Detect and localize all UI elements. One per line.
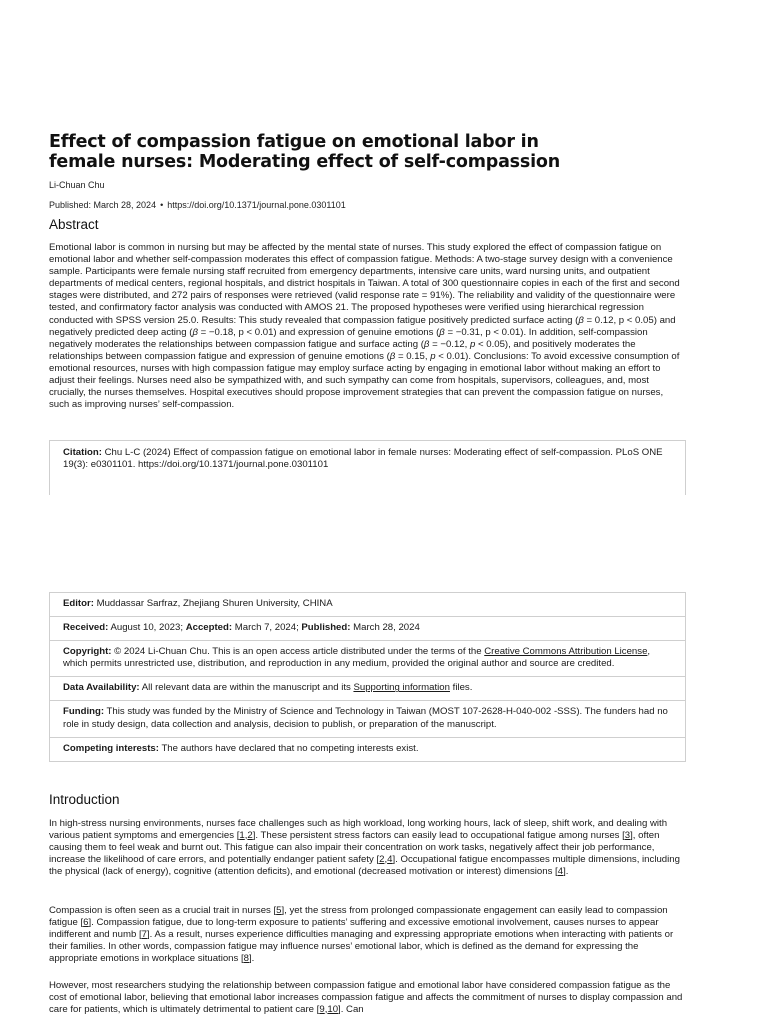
creative-commons-link[interactable]: Creative Commons Attribution License: [484, 646, 648, 658]
citation-label: Citation:: [63, 447, 102, 458]
reference-link[interactable]: 10: [327, 1004, 339, 1016]
citation-box: [49, 440, 686, 495]
article-metadata: [49, 592, 686, 762]
reference-link[interactable]: 7: [141, 929, 147, 941]
publication-line: [49, 200, 346, 210]
doi-link[interactable]: https://doi.org/10.1371/journal.pone.0301101: [167, 200, 346, 210]
author-name[interactable]: Li-Chuan Chu: [49, 180, 105, 190]
reference-link[interactable]: 2: [247, 830, 253, 842]
dates-row: Received: August 10, 2023; Accepted: March 7, 2024; Published: March 28, 2024: [50, 617, 685, 641]
intro-paragraph-3: However, most researchers studying the relationship between compassion fatigue and emotional labor have considered compassion fatigue as the cost of emotional labor, believing that emotional labor increases compassion fatigue and affects the commitment of nurses to display compassion and care for patients, which is ultimately detrimental to patient care [9,10]. Can: [49, 980, 683, 1016]
intro-paragraph-1: In high-stress nursing environments, nurses face challenges such as high workload, long working hours, lack of sleep, shift work, and dealing with various patient symptoms and emergencies [1,2]. These persistent stress factors can easily lead to occupational fatigue among nurses [3], often causing them to feel weak and burnt out. This fatigue can also impair their concentration on work tasks, negatively affect their job performance, increase the likelihood of care errors, and potentially endanger patient safety [2,4]. Occupational fatigue encompasses multiple dimensions, including the physical (lack of energy), cognitive (attention deficits), and emotional (decreased motivation or interest) dimensions [4].: [49, 818, 680, 878]
reference-link[interactable]: 4: [557, 866, 564, 878]
reference-link[interactable]: 1: [239, 830, 245, 842]
article-title: Effect of compassion fatigue on emotional labor in female nurses: Moderating effect of self-compassion: [49, 132, 560, 172]
published-date: Published: March 28, 2024: [49, 200, 157, 210]
bullet-separator: •: [160, 200, 164, 210]
reference-link[interactable]: 2: [379, 854, 385, 866]
reference-link[interactable]: 8: [243, 953, 249, 965]
reference-link[interactable]: 4: [387, 854, 393, 866]
intro-paragraph-2: Compassion is often seen as a crucial trait in nurses [5], yet the stress from prolonged compassionate engagement can easily lead to compassion fatigue [6]. Compassion fatigue, due to long-term exposure to patients’ suffering and excessive emotional involvement, causes nurses to appear indifferent and numb [7]. As a result, nurses experience difficulties managing and expressing appropriate emotions when interacting with patients or their families. In other words, compassion fatigue may influence nurses’ emotional labor, which is defined as the demand for expressing the appropriate emotions in workplace situations [8].: [49, 905, 674, 965]
reference-link[interactable]: 5: [276, 905, 282, 916]
reference-link[interactable]: 9: [319, 1004, 325, 1016]
competing-interests-row: Competing interests: The authors have declared that no competing interests exist.: [63, 742, 419, 754]
funding-row: Funding: This study was funded by the Ministry of Science and Technology in Taiwan (MOST 107-2628-H-040-002 -SSS). The funders had no role in study design, data collection and analysis, decision to publish, or preparation of the manuscript.: [50, 701, 685, 737]
supporting-information-link[interactable]: Supporting information: [353, 682, 450, 694]
data-availability-row: Data Availability: All relevant data are within the manuscript and its Supporting information files.: [50, 677, 685, 701]
copyright-row: Copyright: © 2024 Li-Chuan Chu. This is an open access article distributed under the terms of the Creative Commons Attribution License, which permits unrestricted use, distribution, and reproduction in any medium, provided the original author and source are credited.: [50, 641, 685, 677]
editor-row: Editor: Muddassar Sarfraz, Zhejiang Shuren University, CHINA: [50, 593, 685, 617]
citation-text: Citation: Chu L-C (2024) Effect of compassion fatigue on emotional labor in female nurses: Moderating effect of self-compassion. PLoS ONE 19(3): e0301101. https://doi.org/10.1371/journal.pone.0301101: [63, 447, 663, 471]
abstract-heading: Abstract: [49, 217, 99, 232]
reference-link[interactable]: 3: [624, 830, 631, 842]
introduction-heading: Introduction: [49, 792, 120, 807]
abstract-body: Emotional labor is common in nursing but may be affected by the mental state of nurses. This study explored the effect of compassion fatigue on emotional labor and whether self-compassion moderates this effect of compassion fatigue. Methods: A two-stage survey design with a convenience sample. Participants were female nursing staff recruited from emergency departments, intensive care units, ward nursing units, and outpatient departments of medical centers, regional hospitals, and district hospitals in Taiwan. A total of 300 questionnaire copies in each of the first and second stages were distributed, and 272 pairs of responses were retrieved (valid response rate = 91%). The reliability and validity of the questionnaire were tested, and confirmatory factor analysis was conducted with AMOS 21. The proposed hypotheses were verified using hierarchical regression conducted with SPSS version 25.0. Results: This study revealed that compassion fatigue positively predicted surface acting (β = 0.12, p < 0.05) and negatively predicted deep acting (β = −0.18, p < 0.01) and expression of genuine emotions (β = −0.31, p < 0.01). In addition, self-compassion negatively moderates the relationships between compassion fatigue and surface acting (β = −0.12, p < 0.05), and positively moderates the relationships between compassion fatigue and expression of genuine emotions (β = 0.15, p < 0.01). Conclusions: To avoid excessive consumption of emotional resources, nurses with high compassion fatigue may employ surface acting by engaging in emotional labor without making an effort to adjust their feelings. Nurses need also be sympathized with, and such sympathy can come from hospitals, supervisors, colleagues, and, most crucially, the nurses themselves. Hospital executives should propose improvement strategies that can prevent the compassion fatigue on nurses, such as improving nurses’ self-compassion.: [49, 242, 680, 411]
reference-link[interactable]: 6: [83, 917, 89, 929]
